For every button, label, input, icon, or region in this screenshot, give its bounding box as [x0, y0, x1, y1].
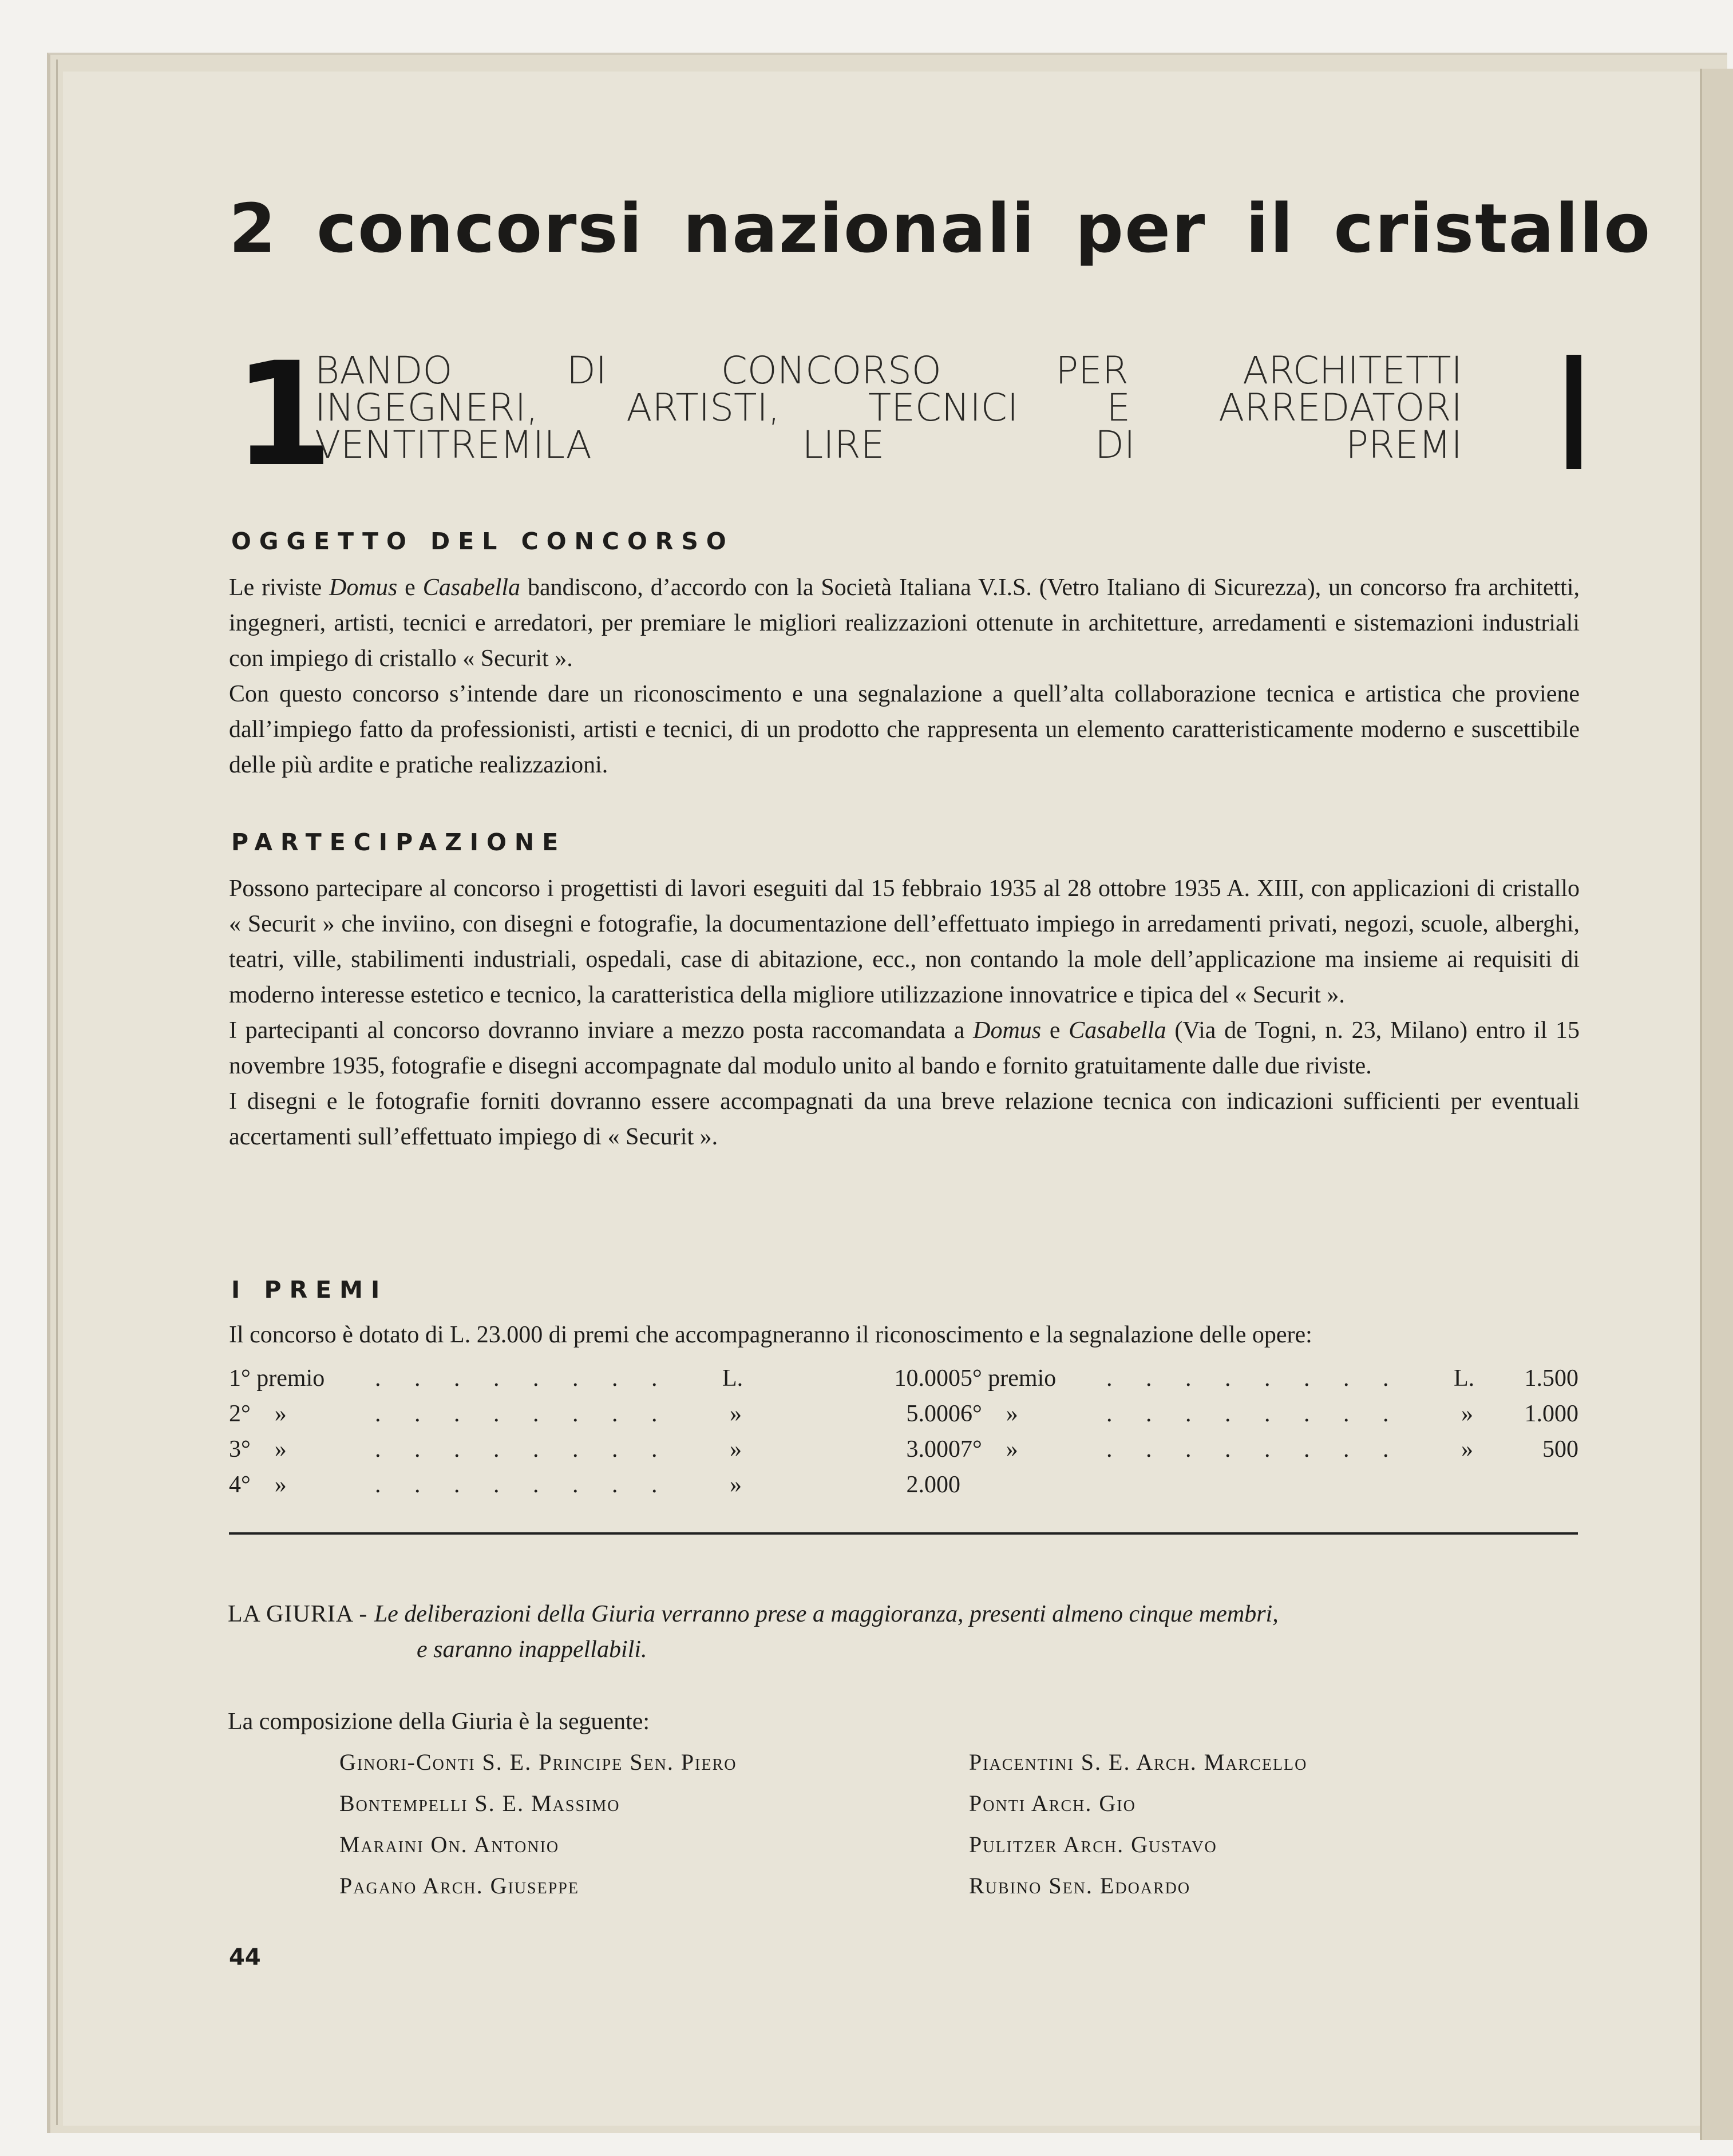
jury-member: Bontempelli S. E. Massimo: [339, 1790, 620, 1816]
jury-members-right: [969, 1742, 1307, 1907]
oggetto-text: [229, 570, 1580, 783]
header-bar-decoration: [1566, 355, 1581, 469]
jury-label: LA GIURIA -: [228, 1601, 374, 1627]
premi-intro: Il concorso è dotato di L. 23.000 di premi che accompagneranno il riconoscimento e la segnalazione delle opere:: [229, 1322, 1312, 1348]
partecipazione-paragraph-2: I partecipanti al concorso dovranno inviare a mezzo posta raccomandata a Domus e Casabella (Via de Togni, n. 23, Milano) entro il 15 novembre 1935, fotografie e disegni accompagnate dal modulo unito al bando e fornito gratuitamente dalle due riviste.: [229, 1017, 1580, 1079]
oggetto-paragraph-2: Con questo concorso s’intende dare un riconoscimento e una segnalazione a quell’alta collaborazione tecnica e artistica che proviene dall’impiego fatto da professionisti, artisti e tecnici, di un prodotto che rappresenta un elemento caratteristicamente moderno e suscettibile delle più ardite e pratiche realizzazioni.: [229, 681, 1580, 778]
section-divider: [229, 1532, 1578, 1535]
oggetto-paragraph-1: Le riviste Domus e Casabella bandiscono, d’accordo con la Società Italiana V.I.S. (Vetro Italiano di Sicurezza), un concorso fra architetti, ingegneri, artisti, tecnici e arredatori, per premiare le migliori realizzazioni ottenute in architetture, arredamenti e sistemazioni industriali con impiego di cristallo « Securit ».: [229, 574, 1580, 672]
jury-member: Rubino Sen. Edoardo: [969, 1873, 1191, 1899]
competition-header: [315, 348, 1462, 467]
heading-partecipazione: PARTECIPAZIONE: [231, 829, 567, 856]
partecipazione-paragraph-1: Possono partecipare al concorso i progettisti di lavori eseguiti dal 15 febbraio 1935 al 28 ottobre 1935 A. XIII, con applicazioni di cristallo « Securit » che inviino, con disegni e fotografie, la documentazione dell’effettuato impiego in arredamenti privati, negozi, scuole, alberghi, teatri, ville, stabilimenti industriali, ospedali, case di abitazione, ecc., non contando la mole dell’applicazione ma insieme ai requisiti di moderno interesse estetico e tecnico, la caratteristica della migliore utilizzazione innovatrice e tipica del « Securit ».: [229, 875, 1580, 1008]
page-number: 44: [229, 1944, 261, 1971]
jury-note-line-2: e saranno inappellabili.: [417, 1636, 647, 1663]
partecipazione-paragraph-3: I disegni e le fotografie forniti dovranno essere accompagnati da una breve relazione tecnica con indicazioni sufficienti per eventuali accertamenti sull’effettuato impiego di « Securit ».: [229, 1088, 1580, 1150]
header-line-3: VENTITREMILA LIRE DI PREMI: [315, 423, 1462, 467]
heading-premi: I PREMI: [231, 1276, 388, 1303]
partecipazione-text: [229, 871, 1580, 1155]
page-binding: [1700, 69, 1733, 2140]
heading-oggetto: OGGETTO DEL CONCORSO: [231, 528, 734, 555]
jury-note-line-1: LA GIURIA - Le deliberazioni della Giuria verranno prese a maggioranza, presenti almeno cinque membri,: [228, 1601, 1279, 1627]
jury-member: Maraini On. Antonio: [339, 1832, 560, 1857]
header-line-1: BANDO DI CONCORSO PER ARCHITETTI: [315, 348, 1462, 393]
jury-section: [228, 1596, 1578, 1907]
jury-composition: La composizione della Giuria è la seguente:: [228, 1709, 650, 1735]
jury-members: [228, 1742, 1578, 1907]
competition-number: 1: [234, 331, 333, 498]
jury-member: Pulitzer Arch. Gustavo: [969, 1832, 1217, 1857]
jury-members-left: [339, 1742, 969, 1907]
page-title: 2 concorsi nazionali per il cristallo: [229, 189, 1652, 268]
header-line-2: INGEGNERI, ARTISTI, TECNICI E ARREDATORI: [315, 386, 1462, 430]
jury-member: Piacentini S. E. Arch. Marcello: [969, 1749, 1308, 1775]
jury-member: Ponti Arch. Gio: [969, 1790, 1136, 1816]
jury-member: Ginori-Conti S. E. Principe Sen. Piero: [339, 1749, 737, 1775]
jury-member: Pagano Arch. Giuseppe: [339, 1873, 579, 1899]
